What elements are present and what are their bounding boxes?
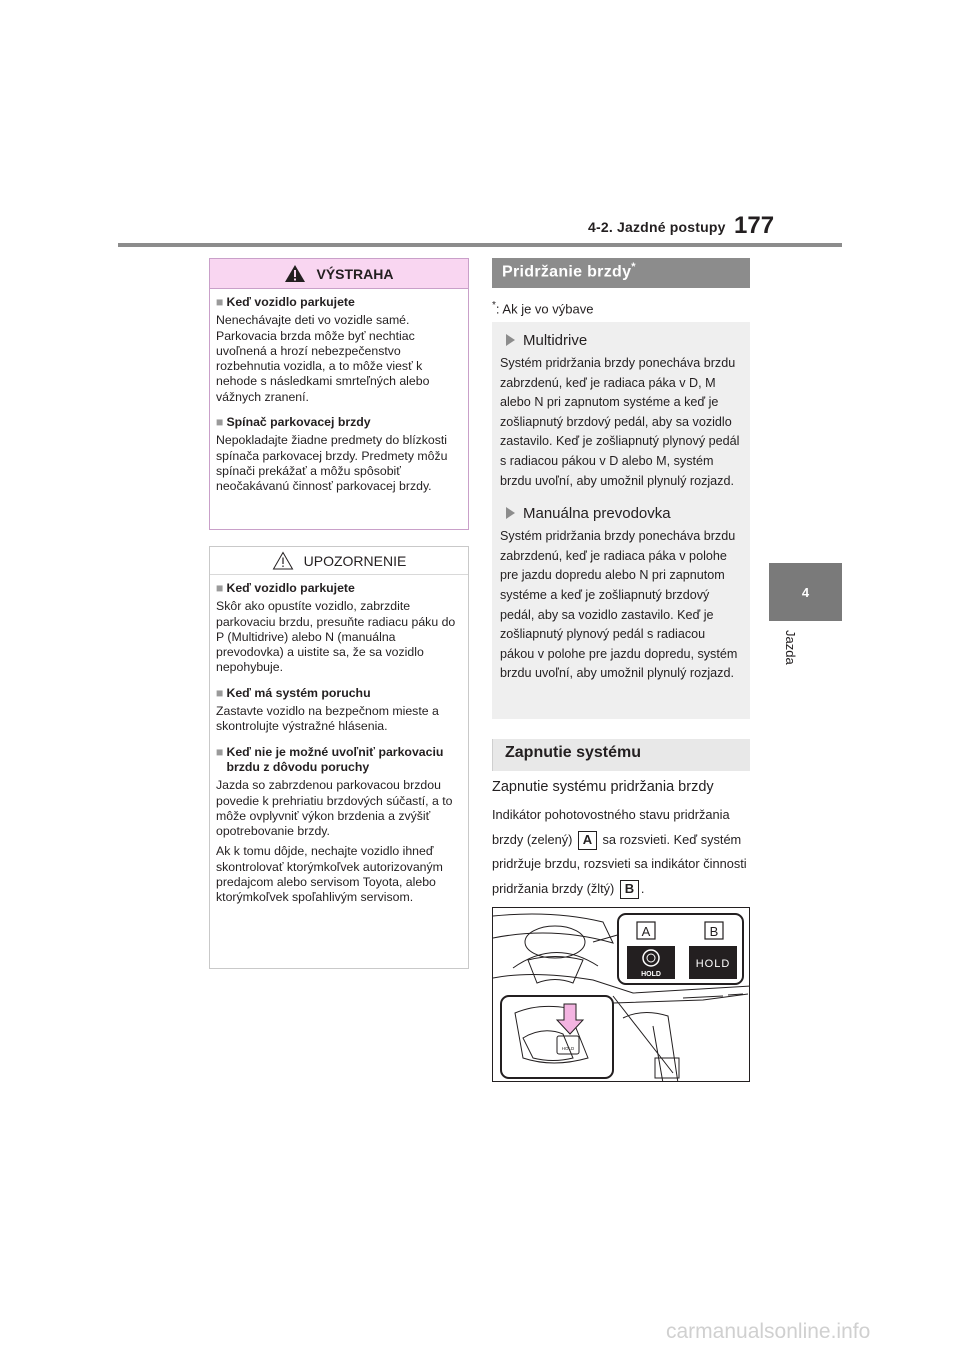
warning-item-text: Nepokladajte žiadne predmety do blízkosti spínača parkovacej brzdy. Predmety môžu spínači prekážať a môžu spôsobiť neočakávanú činnosť parkovacej brzdy. [216, 433, 448, 494]
indicator-description: Indikátor pohotovostného stavu pridržania brzdy (zelený) A sa rozsvieti. Keď systém pridržuje brzdu, rozsvieti sa indikátor činnosti pridržania brzdy (žltý) B . [492, 803, 754, 901]
subsection-title: Zapnutie systému pridržania brzdy [492, 779, 714, 795]
indicator-b-text: HOLD [695, 958, 731, 970]
chapter-number: 4 [801, 584, 810, 600]
chapter-label: Jazda [783, 630, 798, 665]
section-title-brake-hold: Pridržanie brzdy* [492, 258, 750, 288]
multidrive-heading: Multidrive [506, 326, 742, 354]
caution-item-heading: ■ Keď má systém poruchu [216, 685, 371, 700]
caution-item-text: Jazda so zabrzdenou parkovacou brzdou povedie k prehriatiu brzdových súčastí, a to môže ovplyvniť výkon brzdenia a zvýšiť opotrebovanie brzdy. [216, 778, 453, 839]
switch-text: HOLD [561, 1046, 575, 1051]
watermark: carmanualsonline.info [666, 1320, 871, 1343]
indicator-a-text: HOLD [641, 971, 661, 978]
multidrive-text: Systém pridržania brzdy ponecháva brzdu zabrzdenú, keď je radiaca páka v D, M alebo N pri zapnutom systéme a keď je zošliapnutý brzdový pedál, aby sa vozidlo zastavilo. Keď je zošliapnutý plynový pedál s radiacou pákou v D alebo M, systém brzdu uvoľní, aby umožnil plynulý rozjazd. [500, 356, 740, 488]
warning-item-heading: ■ Spínač parkovacej brzdy [216, 415, 371, 430]
manual-transmission-heading: Manuálna prevodovka [506, 499, 742, 527]
section-title-turning-on: Zapnutie systému [492, 739, 750, 771]
caution-item-heading: ■ Keď nie je možné uvoľniť parkovaciu brzdu z dôvodu poruchy [216, 744, 444, 774]
caution-box [209, 546, 469, 969]
triangle-bullet-icon [506, 334, 515, 346]
transmission-info-box [492, 322, 750, 719]
square-bullet-icon: ■ [216, 295, 224, 309]
caution-item-text: Skôr ako opustíte vozidlo, zabrzdite parkovaciu brzdu, presuňte radiacu páku do P (Multidrive) alebo N (manuálna prevodovka) a uistite sa, že sa vozidlo nepohybuje. [216, 599, 456, 675]
warning-item-heading: ■ Keď vozidlo parkujete [216, 295, 355, 309]
label-b-badge: B [620, 880, 639, 899]
illus-label-a: A [641, 924, 651, 939]
caution-item-text: Zastavte vozidlo na bezpečnom mieste a skontrolujte výstražné hlásenia. [216, 704, 439, 734]
caution-outline-icon [272, 551, 294, 570]
triangle-bullet-icon [506, 507, 515, 519]
warning-icon [284, 264, 306, 283]
caution-item-text: Ak k tomu dôjde, nechajte vozidlo ihneď skontrolovať ktorýmkoľvek autorizovaným predajcom alebo servisom Toyota, alebo ktorýmkoľvek spoľahlivým servisom. [216, 844, 443, 905]
square-bullet-icon: ■ [216, 415, 224, 430]
warning-box [209, 258, 469, 530]
caution-item-heading: ■ Keď vozidlo parkujete [216, 581, 355, 595]
chapter-tab [769, 563, 842, 621]
section-header: 4-2. Jazdné postupy [588, 219, 726, 235]
illus-label-b: B [709, 924, 719, 939]
page-number: 177 [734, 212, 775, 239]
square-bullet-icon: ■ [216, 685, 224, 700]
caution-header [210, 547, 468, 575]
brake-hold-illustration [492, 907, 750, 1082]
footnote-marker: * [631, 261, 636, 273]
square-bullet-icon: ■ [216, 744, 224, 759]
dashboard-drawing [493, 908, 750, 1082]
header-rule [118, 243, 842, 247]
warning-title: VÝSTRAHA [316, 265, 394, 282]
manual-transmission-text: Systém pridržania brzdy ponecháva brzdu zabrzdenú, keď je radiaca páka v polohe pre jazdu dopredu alebo N pri zapnutom systéme a keď je zošliapnutý brzdový pedál, aby sa vozidlo zastavilo. Keď je zošliapnutý plynový pedál s radiacou pákou v polohe pre jazdu dopredu, systém brzdu uvoľní, aby umožnil plynulý rozjazd. [500, 529, 738, 681]
footnote: *: Ak je vo výbave [492, 300, 594, 317]
square-bullet-icon: ■ [216, 581, 224, 595]
warning-item-text: Nenechávajte deti vo vozidle samé. Parkovacia brzda môže byť nechtiac uvoľnená a hrozí nebezpečenstvo rozbehnutia vozidla, a to môže viesť k nehode s následkami smrteľných alebo vážnych zranení. [216, 313, 430, 404]
caution-title: UPOZORNENIE [303, 552, 407, 569]
label-a-badge: A [578, 831, 597, 850]
warning-header [210, 259, 468, 289]
